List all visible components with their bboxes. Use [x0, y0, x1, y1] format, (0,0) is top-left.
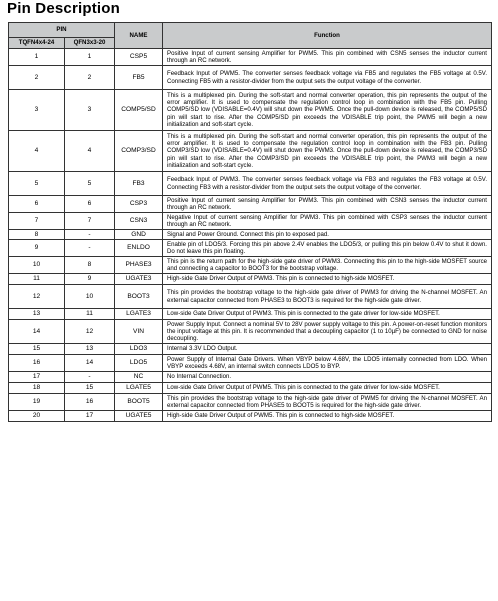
pin-number-tqfn: 17 — [9, 372, 65, 383]
table-row — [9, 344, 492, 355]
pin-name: GND — [115, 230, 163, 240]
pin-number-tqfn: 1 — [9, 49, 65, 66]
pin-name: CSN3 — [115, 213, 163, 230]
table-row — [9, 285, 492, 309]
pin-number-tqfn: 3 — [9, 90, 65, 131]
pin-function: Signal and Power Ground. Connect this pin to exposed pad. — [163, 230, 492, 240]
table-row — [9, 394, 492, 411]
table-row — [9, 240, 492, 257]
pin-name: CSP5 — [115, 49, 163, 66]
table-row — [9, 213, 492, 230]
pin-name: FB5 — [115, 66, 163, 90]
pin-number-tqfn: 14 — [9, 320, 65, 344]
pin-number-tqfn: 13 — [9, 309, 65, 320]
pin-number-qfn: 11 — [65, 309, 115, 320]
pin-name: LGATE5 — [115, 383, 163, 394]
pin-number-qfn: 1 — [65, 49, 115, 66]
header-name: NAME — [115, 23, 163, 49]
pin-number-tqfn: 18 — [9, 383, 65, 394]
header-qfn: QFN3x3-20 — [65, 38, 115, 49]
pin-number-qfn: 9 — [65, 274, 115, 285]
pin-number-tqfn: 5 — [9, 172, 65, 196]
pin-rows — [9, 49, 492, 422]
table-row — [9, 172, 492, 196]
pin-number-qfn: - — [65, 230, 115, 240]
table-row — [9, 274, 492, 285]
pin-name: LDO3 — [115, 344, 163, 355]
pin-function: Positive Input of current sensing Amplifier for PWM5. This pin combined with CSN5 senses the inductor current through an RC network. — [163, 49, 492, 66]
pin-name: COMP5/SD — [115, 90, 163, 131]
pin-function: This is a multiplexed pin. During the soft-start and normal converter operation, this pin represents the output of the error amplifier. It is used to compensate the regulation control loop in combination with the FB3 pin. Pulling COMP3/SD low (VDISABLE=0.4V) will shut down the PWM3. Once the pull-down device is released, the COMP3/SD pin will start to rise. After the COMP3/SD pin exceeds the VDISABLE trip point, the PWM3 will begin a new initialization and soft-start cycle. — [163, 131, 492, 172]
pin-function: High-side Gate Driver Output of PWM5. This pin is connected to high-side MOSFET. — [163, 411, 492, 422]
pin-number-qfn: 5 — [65, 172, 115, 196]
pin-name: BOOT3 — [115, 285, 163, 309]
pin-function: High-side Gate Driver Output of PWM3. This pin is connected to high-side MOSFET. — [163, 274, 492, 285]
pin-name: BOOT5 — [115, 394, 163, 411]
header-tqfn: TQFN4x4-24 — [9, 38, 65, 49]
page-title: Pin Description — [7, 0, 121, 17]
pin-number-tqfn: 20 — [9, 411, 65, 422]
pin-name: COMP3/SD — [115, 131, 163, 172]
pin-number-qfn: 17 — [65, 411, 115, 422]
pin-number-tqfn: 10 — [9, 257, 65, 274]
table-row — [9, 66, 492, 90]
pin-number-tqfn: 19 — [9, 394, 65, 411]
pin-function: Feedback Input of PWM5. The converter senses feedback voltage via FB5 and regulates the FB5 voltage at 0.5V. Connecting FB5 with a resistor-divider from the output sets the output voltage of the converter. — [163, 66, 492, 90]
table-row — [9, 131, 492, 172]
pin-function: Low-side Gate Driver Output of PWM3. This pin is connected to the gate driver for low-side MOSFET. — [163, 309, 492, 320]
pin-name: VIN — [115, 320, 163, 344]
pin-number-qfn: 2 — [65, 66, 115, 90]
table-row — [9, 383, 492, 394]
pin-number-qfn: 13 — [65, 344, 115, 355]
pin-function: Negative Input of current sensing Amplifier for PWM3. This pin combined with CSP3 senses the inductor current through an RC network. — [163, 213, 492, 230]
pin-name: FB3 — [115, 172, 163, 196]
pin-function: Positive Input of current sensing Amplifier for PWM3. This pin combined with CSN3 senses the inductor current through an RC network. — [163, 196, 492, 213]
pin-function: Power Supply of Internal Gate Drivers. When VBYP below 4.68V, the LDO5 internally connected from LDO. When VBYP exceeds 4.68V, an internal switch connects LDO5 to BYP. — [163, 355, 492, 372]
pin-name: PHASE3 — [115, 257, 163, 274]
pin-name: CSP3 — [115, 196, 163, 213]
pin-name: LGATE3 — [115, 309, 163, 320]
pin-number-tqfn: 12 — [9, 285, 65, 309]
pin-number-tqfn: 8 — [9, 230, 65, 240]
pin-name: UGATE5 — [115, 411, 163, 422]
pin-number-tqfn: 16 — [9, 355, 65, 372]
pin-number-qfn: 16 — [65, 394, 115, 411]
pin-number-tqfn: 11 — [9, 274, 65, 285]
pin-number-qfn: 12 — [65, 320, 115, 344]
pin-name: NC — [115, 372, 163, 383]
table-row — [9, 355, 492, 372]
table-row — [9, 230, 492, 240]
pin-name: LDO5 — [115, 355, 163, 372]
table-row — [9, 49, 492, 66]
pin-function: This pin provides the bootstrap voltage to the high-side gate driver of PWM3 for driving the N-channel MOSFET. An external capacitor connected from PHASE3 to BOOT3 is required for the high-side gate driver. — [163, 285, 492, 309]
pin-number-qfn: 4 — [65, 131, 115, 172]
table-row — [9, 320, 492, 344]
pin-function: This pin is the return path for the high-side gate driver of PWM3. Connecting this pin to the high-side MOSFET source and connecting a capacitor to BOOT3 for the bootstrap voltage. — [163, 257, 492, 274]
table-row — [9, 90, 492, 131]
table-row — [9, 309, 492, 320]
pin-number-qfn: 10 — [65, 285, 115, 309]
header-function: Function — [163, 23, 492, 49]
pin-number-tqfn: 2 — [9, 66, 65, 90]
pin-number-tqfn: 15 — [9, 344, 65, 355]
pin-number-qfn: 6 — [65, 196, 115, 213]
pin-description-table — [8, 22, 492, 422]
pin-number-tqfn: 9 — [9, 240, 65, 257]
pin-function: Enable pin of LDO5/3. Forcing this pin above 2.4V enables the LDO5/3, or pulling this pin below 0.4V to shut it down. Do not leave this pin floating. — [163, 240, 492, 257]
pin-number-qfn: - — [65, 372, 115, 383]
pin-function: Internal 3.3V LDO Output. — [163, 344, 492, 355]
pin-function: This pin provides the bootstrap voltage to the high-side gate driver of PWM5 for driving the N-channel MOSFET. An external capacitor connected from PHASE5 to BOOT5 is required for the high-side gate driver. — [163, 394, 492, 411]
pin-function: This is a multiplexed pin. During the soft-start and normal converter operation, this pin represents the output of the error amplifier. It is used to compensate the regulation control loop in combination with the FB5 pin. Pulling COMP5/SD low (VDISABLE=0.4V) will shut down the PWM5. Once the pull-down device is released, the COMP5/SD pin will start to rise. After the COMP5/SD pin exceeds the VDISABLE trip point, the PWM5 will begin a new initialization and soft-start cycle. — [163, 90, 492, 131]
table-row — [9, 372, 492, 383]
pin-function: Power Supply Input. Connect a nominal 5V to 28V power supply voltage to this pin. A power-on-reset function monitors the input voltage at this pin. It is recommended that a decoupling capacitor (1 to 10µF) be connected to GND for noise decoupling. — [163, 320, 492, 344]
pin-number-tqfn: 6 — [9, 196, 65, 213]
pin-function: No Internal Connection. — [163, 372, 492, 383]
pin-number-qfn: 3 — [65, 90, 115, 131]
table-row — [9, 257, 492, 274]
pin-function: Low-side Gate Driver Output of PWM5. This pin is connected to the gate driver for low-side MOSFET. — [163, 383, 492, 394]
pin-number-tqfn: 4 — [9, 131, 65, 172]
table-row — [9, 411, 492, 422]
pin-number-tqfn: 7 — [9, 213, 65, 230]
pin-number-qfn: 15 — [65, 383, 115, 394]
pin-number-qfn: 8 — [65, 257, 115, 274]
pin-number-qfn: - — [65, 240, 115, 257]
pin-number-qfn: 7 — [65, 213, 115, 230]
table-row — [9, 196, 492, 213]
pin-name: ENLDO — [115, 240, 163, 257]
header-pin: PIN — [9, 23, 115, 38]
pin-number-qfn: 14 — [65, 355, 115, 372]
pin-function: Feedback Input of PWM3. The converter senses feedback voltage via FB3 and regulates the FB3 voltage at 0.5V. Connecting FB3 with a resistor-divider from the output sets the output voltage of the converter. — [163, 172, 492, 196]
pin-name: UGATE3 — [115, 274, 163, 285]
